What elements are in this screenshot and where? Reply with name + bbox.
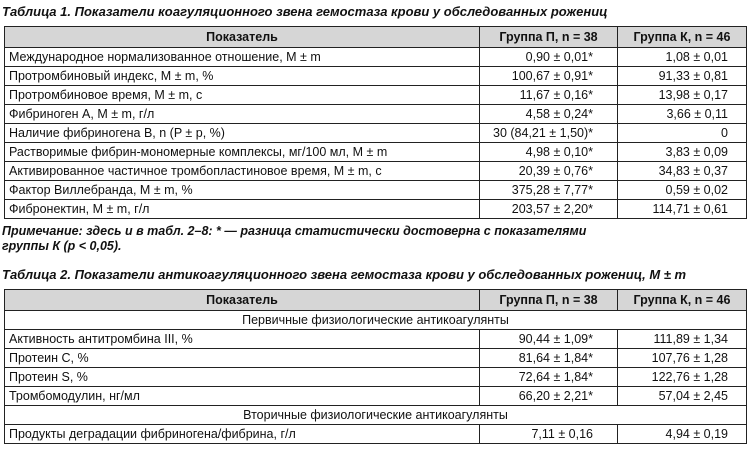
table-row	[5, 48, 747, 67]
indicator-cell: Растворимые фибрин-мономерные комплексы, мг/100 мл, M ± m	[5, 143, 480, 162]
table-row	[5, 105, 747, 124]
table2	[4, 289, 747, 444]
table2-header-indicator: Показатель	[5, 290, 480, 311]
table-row	[5, 86, 747, 105]
table-row	[5, 143, 747, 162]
indicator-cell: Наличие фибриногена В, n (P ± p, %)	[5, 124, 480, 143]
indicator-cell: Протеин С, %	[5, 349, 480, 368]
table-row	[5, 349, 747, 368]
section-secondary-anticoagulants: Вторичные физиологические антикоагулянты	[5, 406, 747, 425]
table-row	[5, 368, 747, 387]
indicator-cell: Протеин S, %	[5, 368, 480, 387]
indicator-cell: Фибриноген А, M ± m, г/л	[5, 105, 480, 124]
section-primary-anticoagulants: Первичные физиологические антикоагулянты	[5, 311, 747, 330]
table-row	[5, 162, 747, 181]
table1	[4, 26, 747, 219]
group-k-cell: 107,76 ± 1,28	[618, 349, 747, 368]
group-p-cell: 375,28 ± 7,77*	[480, 181, 618, 200]
table2-header-group-p: Группа П, n = 38	[480, 290, 618, 311]
indicator-cell: Активированное частичное тромбопластиновое время, M ± m, с	[5, 162, 480, 181]
group-k-cell: 4,94 ± 0,19	[618, 425, 747, 444]
group-k-cell: 34,83 ± 0,37	[618, 162, 747, 181]
group-p-cell: 30 (84,21 ± 1,50)*	[480, 124, 618, 143]
group-k-cell: 3,83 ± 0,09	[618, 143, 747, 162]
group-k-cell: 0,59 ± 0,02	[618, 181, 747, 200]
indicator-cell: Фактор Виллебранда, M ± m, %	[5, 181, 480, 200]
group-p-cell: 66,20 ± 2,21*	[480, 387, 618, 406]
group-k-cell: 0	[618, 124, 747, 143]
table-row	[5, 330, 747, 349]
group-p-cell: 7,11 ± 0,16	[480, 425, 618, 444]
group-p-cell: 81,64 ± 1,84*	[480, 349, 618, 368]
group-k-cell: 57,04 ± 2,45	[618, 387, 747, 406]
group-k-cell: 1,08 ± 0,01	[618, 48, 747, 67]
indicator-cell: Тромбомодулин, нг/мл	[5, 387, 480, 406]
table-row	[5, 181, 747, 200]
group-k-cell: 111,89 ± 1,34	[618, 330, 747, 349]
section-row	[5, 311, 747, 330]
group-p-cell: 4,98 ± 0,10*	[480, 143, 618, 162]
indicator-cell: Протромбиновый индекс, M ± m, %	[5, 67, 480, 86]
table2-header-row	[5, 290, 747, 311]
table1-header-indicator: Показатель	[5, 27, 480, 48]
indicator-cell: Протромбиновое время, M ± m, с	[5, 86, 480, 105]
group-p-cell: 20,39 ± 0,76*	[480, 162, 618, 181]
group-k-cell: 3,66 ± 0,11	[618, 105, 747, 124]
table-row	[5, 200, 747, 219]
indicator-cell: Продукты деградации фибриногена/фибрина, г/л	[5, 425, 480, 444]
group-p-cell: 11,67 ± 0,16*	[480, 86, 618, 105]
table-row	[5, 387, 747, 406]
group-k-cell: 122,76 ± 1,28	[618, 368, 747, 387]
table2-caption: Таблица 2. Показатели антикоагуляционного звена гемостаза крови у обследованных рожениц, M ± m	[2, 267, 687, 282]
group-k-cell: 13,98 ± 0,17	[618, 86, 747, 105]
section-row	[5, 406, 747, 425]
table1-caption: Таблица 1. Показатели коагуляционного звена гемостаза крови у обследованных рожениц	[2, 4, 608, 19]
table1-header-row	[5, 27, 747, 48]
table1-header-group-k: Группа К, n = 46	[618, 27, 747, 48]
group-k-cell: 91,33 ± 0,81	[618, 67, 747, 86]
group-p-cell: 0,90 ± 0,01*	[480, 48, 618, 67]
indicator-cell: Международное нормализованное отношение, M ± m	[5, 48, 480, 67]
table2-header-group-k: Группа К, n = 46	[618, 290, 747, 311]
group-p-cell: 72,64 ± 1,84*	[480, 368, 618, 387]
group-p-cell: 4,58 ± 0,24*	[480, 105, 618, 124]
group-p-cell: 203,57 ± 2,20*	[480, 200, 618, 219]
table-row	[5, 124, 747, 143]
group-p-cell: 100,67 ± 0,91*	[480, 67, 618, 86]
group-p-cell: 90,44 ± 1,09*	[480, 330, 618, 349]
table-note	[2, 224, 586, 254]
note-line-1: Примечание: здесь и в табл. 2–8: * — разница статистически достоверна с показателями	[2, 224, 587, 238]
table-row	[5, 67, 747, 86]
indicator-cell: Активность антитромбина III, %	[5, 330, 480, 349]
group-k-cell: 114,71 ± 0,61	[618, 200, 747, 219]
indicator-cell: Фибронектин, M ± m, г/л	[5, 200, 480, 219]
table-row	[5, 425, 747, 444]
table1-header-group-p: Группа П, n = 38	[480, 27, 618, 48]
note-line-2: группы К (p < 0,05).	[2, 239, 122, 253]
